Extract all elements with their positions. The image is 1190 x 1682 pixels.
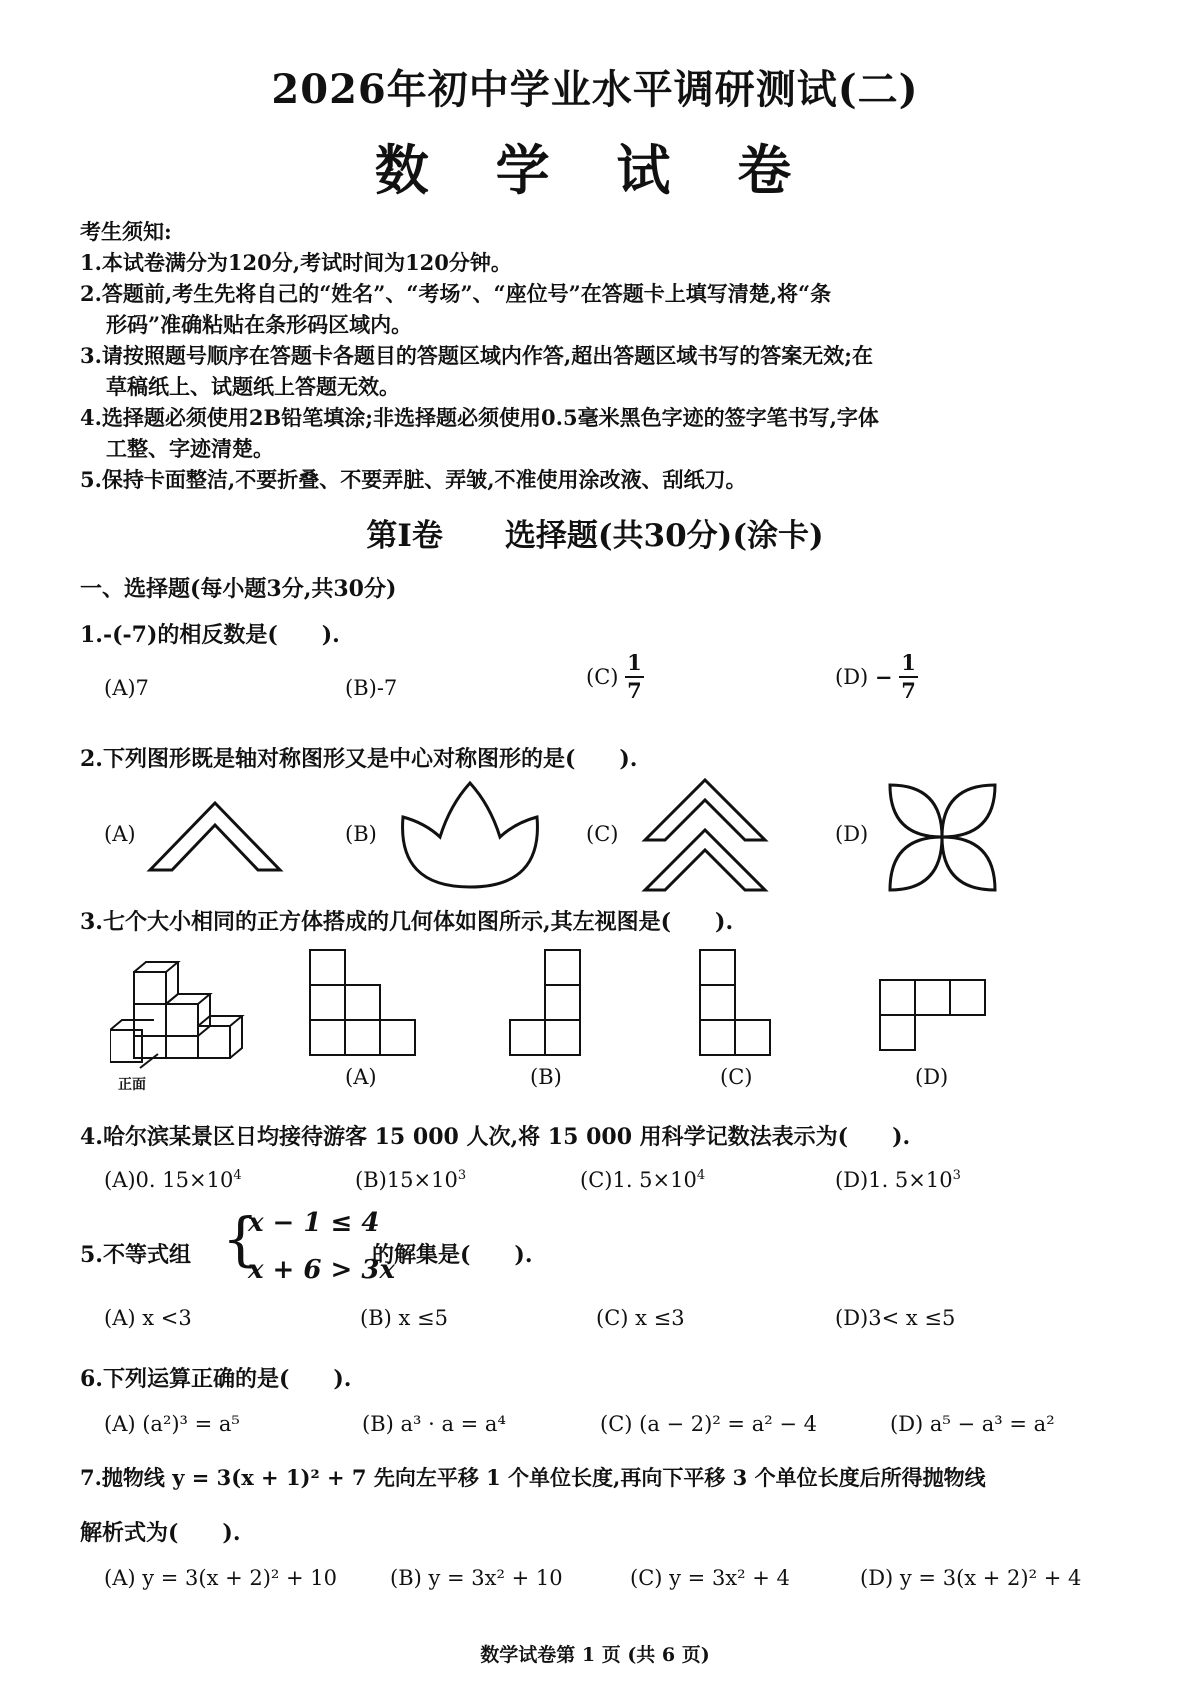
q6-option-b: (B) a³ · a = a⁴: [362, 1412, 506, 1436]
q6-option-d: (D) a⁵ − a³ = a²: [890, 1412, 1055, 1436]
minus-sign: −: [874, 664, 893, 690]
q4-option-a-text: (A)0. 15×10: [104, 1168, 234, 1192]
q1-option-d: [835, 650, 918, 704]
notice-item: 4.选择题必须使用2B铅笔填涂;非选择题必须使用0.5毫米黑色字迹的签字笔书写,字体: [80, 405, 879, 430]
fraction: [899, 650, 918, 704]
question-1-stem: 1.-(-7)的相反数是( ).: [80, 622, 340, 648]
q6-option-a: (A) (a²)³ = a⁵: [104, 1412, 240, 1436]
q3-option-c: (C): [720, 1065, 753, 1089]
q5-option-c: (C) x ≤3: [596, 1306, 685, 1330]
q1-option-a: (A)7: [104, 676, 149, 700]
q4-option-b: [355, 1168, 466, 1192]
q1-option-d-label: (D): [835, 665, 869, 689]
question-4-stem: 4.哈尔滨某景区日均接待游客 15 000 人次,将 15 000 用科学记数法表示为( ).: [80, 1124, 911, 1150]
question-7-stem-line-2: 解析式为( ).: [80, 1520, 241, 1546]
q5-option-b: (B) x ≤5: [360, 1306, 448, 1330]
notice-item: 2.答题前,考生先将自己的“姓名”、“考场”、“座位号”在答题卡上填写清楚,将“条: [80, 281, 832, 306]
q4-option-d: [835, 1168, 961, 1192]
q5-option-a: (A) x <3: [104, 1306, 192, 1330]
lotus-shape-icon: [395, 775, 545, 895]
q5-option-d: (D)3< x ≤5: [835, 1306, 956, 1330]
q2-option-b: (B): [345, 822, 377, 846]
q4-option-d-text: (D)1. 5×10: [835, 1168, 953, 1192]
exponent: 4: [233, 1168, 242, 1183]
page-footer: 数学试卷第 1 页 (共 6 页): [480, 1644, 710, 1666]
q7-option-b: (B) y = 3x² + 10: [390, 1566, 563, 1590]
numerator: 1: [625, 650, 644, 678]
exam-title: 2026年初中学业水平调研测试(二): [271, 66, 919, 113]
q3-option-a: (A): [345, 1065, 377, 1089]
notice-item: 草稿纸上、试题纸上答题无效。: [106, 374, 400, 399]
q1-option-c: [586, 650, 644, 704]
double-chevron-shape-icon: [640, 770, 770, 895]
chevron-shape-icon: [140, 795, 290, 875]
q4-option-c: [580, 1168, 705, 1192]
part-title: 一、选择题(每小题3分,共30分): [80, 576, 397, 602]
q7-option-d: (D) y = 3(x + 2)² + 4: [860, 1566, 1082, 1590]
q1-option-b: (B)-7: [345, 676, 398, 700]
denominator: 7: [901, 678, 916, 703]
q4-option-b-text: (B)15×10: [355, 1168, 458, 1192]
notice-item: 形码”准确粘贴在条形码区域内。: [106, 312, 413, 337]
left-view-option-b-figure: [505, 945, 585, 1060]
notice-heading: 考生须知:: [80, 219, 172, 244]
q3-option-d: (D): [915, 1065, 949, 1089]
question-7-stem-line-1: 7.抛物线 y = 3(x + 1)² + 7 先向左平移 1 个单位长度,再向下平移 3 个单位长度后所得抛物线: [80, 1465, 986, 1490]
section-title: 第Ⅰ卷 选择题(共30分)(涂卡): [366, 518, 824, 554]
left-brace: {: [222, 1205, 259, 1273]
left-view-option-d-figure: [875, 975, 990, 1055]
notice-item: 工整、字迹清楚。: [106, 436, 274, 461]
paper-subtitle: 数 学 试 卷: [374, 138, 816, 202]
question-2-stem: 2.下列图形既是轴对称图形又是中心对称图形的是( ).: [80, 746, 638, 772]
question-5-stem-b: 的解集是( ).: [372, 1242, 533, 1268]
fraction: [625, 650, 644, 704]
question-3-stem: 3.七个大小相同的正方体搭成的几何体如图所示,其左视图是( ).: [80, 909, 734, 935]
q6-option-c: (C) (a − 2)² = a² − 4: [600, 1412, 817, 1436]
q2-option-a: (A): [104, 822, 136, 846]
q7-option-a: (A) y = 3(x + 2)² + 10: [104, 1566, 338, 1590]
q7-option-c: (C) y = 3x² + 4: [630, 1566, 790, 1590]
front-view-label: 正面: [118, 1077, 146, 1093]
notice-item: 3.请按照题号顺序在答题卡各题目的答题区域内作答,超出答题区域书写的答案无效;在: [80, 343, 873, 368]
candidate-notice: [80, 216, 1120, 495]
notice-item: 1.本试卷满分为120分,考试时间为120分钟。: [80, 250, 512, 275]
question-6-stem: 6.下列运算正确的是( ).: [80, 1366, 352, 1392]
q1-option-c-label: (C): [586, 665, 619, 689]
four-petal-shape-icon: [885, 780, 1000, 895]
inequality-line-1: x − 1 ≤ 4: [248, 1208, 380, 1238]
q4-option-c-text: (C)1. 5×10: [580, 1168, 697, 1192]
exponent: 4: [696, 1168, 706, 1183]
notice-item: 5.保持卡面整洁,不要折叠、不要弄脏、弄皱,不准使用涂改液、刮纸刀。: [80, 467, 747, 492]
question-5-stem-a: 5.不等式组: [80, 1242, 191, 1268]
left-view-option-c-figure: [695, 945, 775, 1060]
q3-option-b: (B): [530, 1065, 562, 1089]
q2-option-d: (D): [835, 822, 869, 846]
q2-option-c: (C): [586, 822, 619, 846]
numerator: 1: [899, 650, 918, 678]
exponent: 3: [457, 1168, 467, 1183]
left-view-option-a-figure: [305, 945, 420, 1060]
cube-stack-figure: [110, 950, 260, 1070]
inequality-line-2: x + 6 > 3x: [248, 1255, 395, 1285]
exponent: 3: [952, 1168, 961, 1183]
q4-option-a: [104, 1168, 242, 1192]
denominator: 7: [627, 678, 642, 703]
